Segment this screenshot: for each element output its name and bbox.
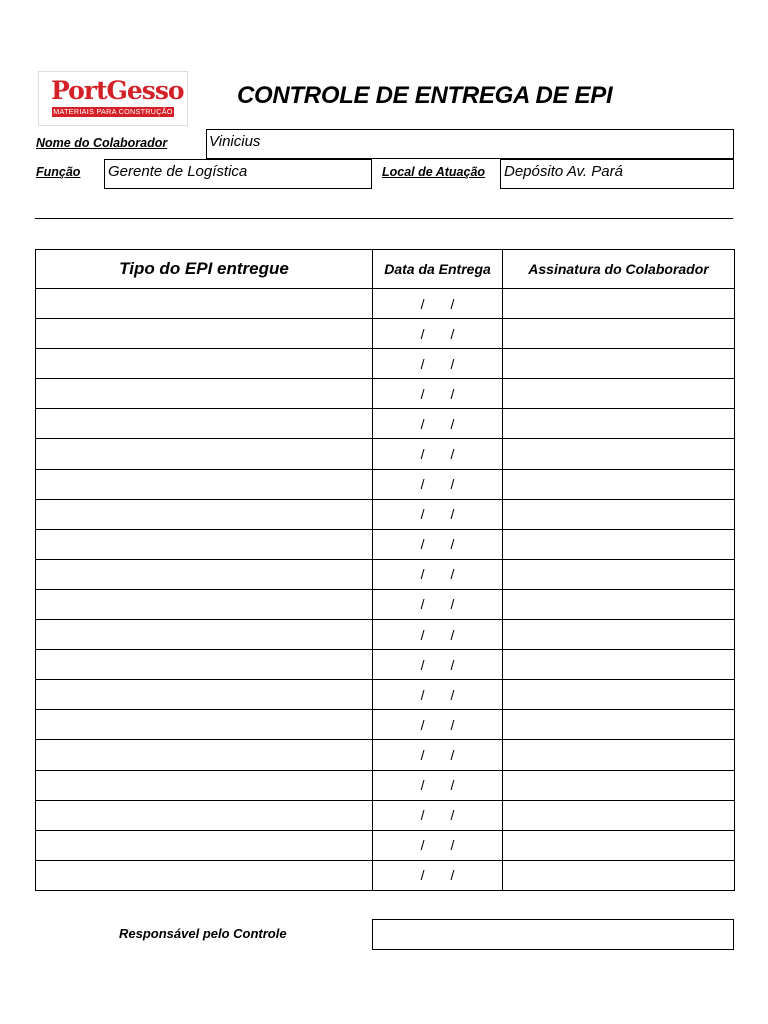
header-assinatura: Assinatura do Colaborador: [503, 250, 735, 289]
table-row: [36, 529, 735, 559]
delivery-date-cell[interactable]: [373, 319, 503, 349]
signature-cell[interactable]: [503, 650, 735, 680]
signature-cell[interactable]: [503, 620, 735, 650]
date-separator: /: [450, 807, 455, 824]
signature-cell[interactable]: [503, 349, 735, 379]
date-separator: /: [420, 837, 425, 854]
table-row: [36, 710, 735, 740]
date-separator: /: [420, 777, 425, 794]
date-separator: /: [420, 596, 425, 613]
table-row: [36, 770, 735, 800]
delivery-date-cell[interactable]: [373, 349, 503, 379]
date-separator: /: [420, 506, 425, 523]
date-separator: /: [450, 476, 455, 493]
epi-type-cell[interactable]: [36, 770, 373, 800]
date-separator: /: [450, 626, 455, 643]
signature-cell[interactable]: [503, 800, 735, 830]
signature-cell[interactable]: [503, 680, 735, 710]
epi-type-cell[interactable]: [36, 740, 373, 770]
date-separator: /: [450, 415, 455, 432]
date-separator: /: [450, 506, 455, 523]
date-separator: /: [420, 385, 425, 402]
date-separator: /: [420, 626, 425, 643]
date-separator: /: [450, 325, 455, 342]
header-tipo-epi: Tipo do EPI entregue: [36, 250, 373, 289]
date-separator: /: [450, 837, 455, 854]
table-row: [36, 589, 735, 619]
date-separator: /: [450, 867, 455, 884]
table-row: [36, 349, 735, 379]
date-separator: /: [450, 716, 455, 733]
date-separator: /: [420, 536, 425, 553]
signature-cell[interactable]: [503, 710, 735, 740]
table-row: [36, 620, 735, 650]
table-row: [36, 469, 735, 499]
epi-type-cell[interactable]: [36, 289, 373, 319]
delivery-date-cell[interactable]: [373, 860, 503, 890]
table-row: [36, 680, 735, 710]
funcao-value: Gerente de Logística: [108, 163, 248, 180]
epi-type-cell[interactable]: [36, 529, 373, 559]
table-row: [36, 800, 735, 830]
epi-type-cell[interactable]: [36, 319, 373, 349]
date-separator: /: [450, 686, 455, 703]
logo-tagline: MATERIAIS PARA CONSTRUÇÃO: [53, 107, 173, 116]
date-separator: /: [450, 536, 455, 553]
page-title: CONTROLE DE ENTREGA DE EPI: [237, 82, 613, 109]
responsavel-label: Responsável pelo Controle: [119, 926, 287, 941]
signature-cell[interactable]: [503, 289, 735, 319]
epi-type-cell[interactable]: [36, 620, 373, 650]
epi-type-cell[interactable]: [36, 469, 373, 499]
epi-type-cell[interactable]: [36, 800, 373, 830]
local-value: Depósito Av. Pará: [504, 163, 623, 180]
table-row: [36, 559, 735, 589]
table-row: [36, 830, 735, 860]
table-row: [36, 409, 735, 439]
signature-cell[interactable]: [503, 319, 735, 349]
delivery-date-cell[interactable]: [373, 800, 503, 830]
delivery-date-cell[interactable]: [373, 469, 503, 499]
epi-type-cell[interactable]: [36, 860, 373, 890]
signature-cell[interactable]: [503, 860, 735, 890]
table-row: [36, 650, 735, 680]
date-separator: /: [420, 325, 425, 342]
epi-type-cell[interactable]: [36, 589, 373, 619]
table-header-row: [36, 250, 735, 289]
epi-type-cell[interactable]: [36, 559, 373, 589]
delivery-date-cell[interactable]: [373, 740, 503, 770]
date-separator: /: [420, 295, 425, 312]
company-logo: [38, 71, 188, 126]
table-row: [36, 319, 735, 349]
signature-cell[interactable]: [503, 499, 735, 529]
date-separator: /: [420, 566, 425, 583]
delivery-date-cell[interactable]: [373, 529, 503, 559]
table-row: [36, 289, 735, 319]
logo-brand: PortGesso: [51, 76, 184, 105]
signature-cell[interactable]: [503, 740, 735, 770]
epi-type-cell[interactable]: [36, 349, 373, 379]
date-separator: /: [450, 596, 455, 613]
delivery-date-cell[interactable]: [373, 830, 503, 860]
signature-cell[interactable]: [503, 559, 735, 589]
signature-cell[interactable]: [503, 770, 735, 800]
delivery-date-cell[interactable]: [373, 289, 503, 319]
delivery-date-cell[interactable]: [373, 770, 503, 800]
epi-type-cell[interactable]: [36, 680, 373, 710]
epi-type-cell[interactable]: [36, 830, 373, 860]
signature-cell[interactable]: [503, 529, 735, 559]
delivery-date-cell[interactable]: [373, 589, 503, 619]
table-row: [36, 379, 735, 409]
epi-table: [35, 249, 735, 891]
epi-type-cell[interactable]: [36, 710, 373, 740]
delivery-date-cell[interactable]: [373, 559, 503, 589]
epi-type-cell[interactable]: [36, 439, 373, 469]
date-separator: /: [420, 656, 425, 673]
date-separator: /: [420, 446, 425, 463]
delivery-date-cell[interactable]: [373, 499, 503, 529]
funcao-label: Função: [36, 165, 81, 179]
date-separator: /: [420, 746, 425, 763]
date-separator: /: [450, 656, 455, 673]
table-row: [36, 740, 735, 770]
delivery-date-cell[interactable]: [373, 710, 503, 740]
date-separator: /: [420, 716, 425, 733]
delivery-date-cell[interactable]: [373, 439, 503, 469]
delivery-date-cell[interactable]: [373, 620, 503, 650]
date-separator: /: [450, 566, 455, 583]
date-separator: /: [420, 415, 425, 432]
nome-label: Nome do Colaborador: [36, 136, 168, 150]
epi-table-body: [36, 289, 735, 891]
date-separator: /: [420, 476, 425, 493]
section-divider: [35, 218, 733, 219]
delivery-date-cell[interactable]: [373, 680, 503, 710]
nome-field[interactable]: [206, 129, 734, 159]
signature-cell[interactable]: [503, 379, 735, 409]
delivery-date-cell[interactable]: [373, 409, 503, 439]
epi-type-cell[interactable]: [36, 650, 373, 680]
signature-cell[interactable]: [503, 439, 735, 469]
nome-value: Vinicius: [209, 133, 261, 150]
date-separator: /: [420, 807, 425, 824]
signature-cell[interactable]: [503, 830, 735, 860]
date-separator: /: [450, 777, 455, 794]
table-row: [36, 439, 735, 469]
delivery-date-cell[interactable]: [373, 379, 503, 409]
date-separator: /: [420, 355, 425, 372]
signature-cell[interactable]: [503, 469, 735, 499]
responsavel-field[interactable]: [372, 919, 734, 950]
epi-type-cell[interactable]: [36, 499, 373, 529]
date-separator: /: [450, 295, 455, 312]
date-separator: /: [450, 385, 455, 402]
epi-type-cell[interactable]: [36, 379, 373, 409]
header-data-entrega: Data da Entrega: [373, 250, 503, 289]
table-row: [36, 860, 735, 890]
table-row: [36, 499, 735, 529]
date-separator: /: [420, 686, 425, 703]
date-separator: /: [420, 867, 425, 884]
delivery-date-cell[interactable]: [373, 650, 503, 680]
date-separator: /: [450, 355, 455, 372]
epi-type-cell[interactable]: [36, 409, 373, 439]
signature-cell[interactable]: [503, 589, 735, 619]
signature-cell[interactable]: [503, 409, 735, 439]
date-separator: /: [450, 746, 455, 763]
local-label: Local de Atuação: [382, 165, 486, 179]
date-separator: /: [450, 446, 455, 463]
